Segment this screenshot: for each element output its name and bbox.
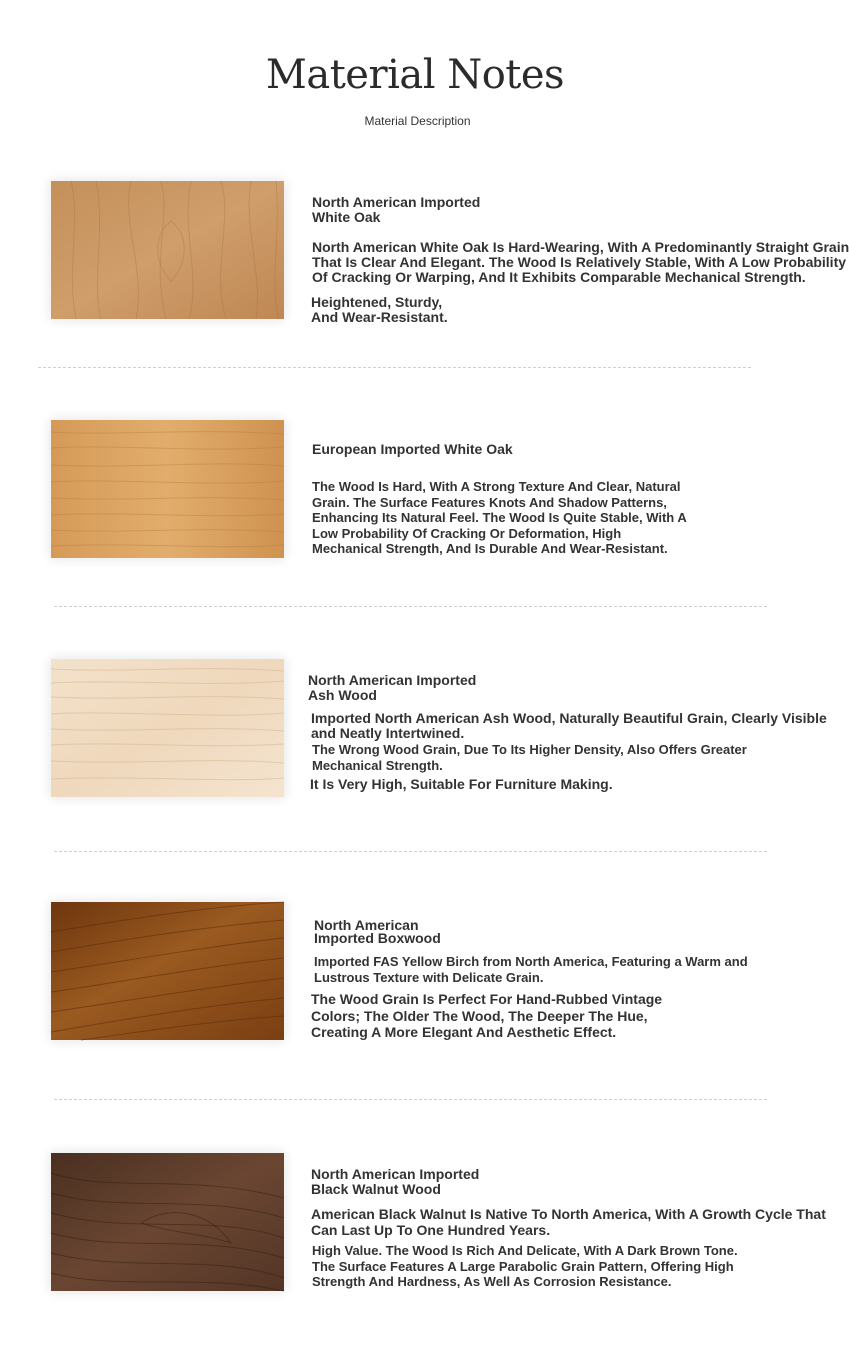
page-title: Material Notes (265, 52, 565, 98)
section-divider (54, 606, 767, 607)
boxwood-note: The Wood Grain Is Perfect For Hand-Rubbed Vintage Colors; The Older The Wood, The Deeper The Hue, Creating A More Elegant And Aesthetic Effect. (311, 991, 663, 1040)
ash-swatch (51, 659, 284, 797)
white-oak-description: North American White Oak Is Hard-Wearing, With A Predominantly Straight Grain That Is Clear And Elegant. The Wood Is Relatively Stable, With A Low Probability Of Cracking Or Warping, And It Exhibits Comparable Mechanical Strength. (312, 239, 849, 285)
ash-note: It Is Very High, Suitable For Furniture Making. (310, 776, 613, 792)
black-walnut-description-2: High Value. The Wood Is Rich And Delicate, With A Dark Brown Tone. The Surface Features A Large Parabolic Grain Pattern, Offering High Strength And Hardness, As Well As Corrosion Resistance. (312, 1243, 738, 1289)
ash-description: Imported North American Ash Wood, Naturally Beautiful Grain, Clearly Visible and Neatly Intertwined. (311, 710, 827, 741)
section-divider (54, 851, 767, 852)
european-oak-heading: European Imported White Oak (312, 441, 513, 457)
boxwood-description: Imported FAS Yellow Birch from North America, Featuring a Warm and Lustrous Texture with Delicate Grain. (314, 954, 748, 985)
black-walnut-heading: North American Imported Black Walnut Wood (311, 1166, 480, 1197)
black-walnut-swatch (51, 1153, 284, 1291)
white-oak-note: Heightened, Sturdy, And Wear-Resistant. (311, 294, 448, 325)
white-oak-heading: North American Imported White Oak (312, 194, 481, 225)
boxwood-heading: North American Imported Boxwood (314, 917, 441, 946)
page-subtitle: Material Description (364, 114, 471, 128)
section-divider (54, 1099, 767, 1100)
section-divider (38, 367, 751, 368)
boxwood-swatch (51, 902, 284, 1040)
black-walnut-description: American Black Walnut Is Native To North America, With A Growth Cycle That Can Last Up To One Hundred Years. (311, 1206, 826, 1238)
ash-heading: North American Imported Ash Wood (308, 672, 477, 703)
ash-description-2: The Wrong Wood Grain, Due To Its Higher Density, Also Offers Greater Mechanical Strength. (312, 742, 747, 773)
european-oak-swatch (51, 420, 284, 558)
white-oak-swatch (51, 181, 284, 319)
european-oak-description: The Wood Is Hard, With A Strong Texture And Clear, Natural Grain. The Surface Features Knots And Shadow Patterns, Enhancing Its Natural Feel. The Wood Is Quite Stable, With A Low Probability Of Cracking Or Deformation, High Mechanical Strength, And Is Durable And Wear-Resistant. (312, 479, 687, 556)
